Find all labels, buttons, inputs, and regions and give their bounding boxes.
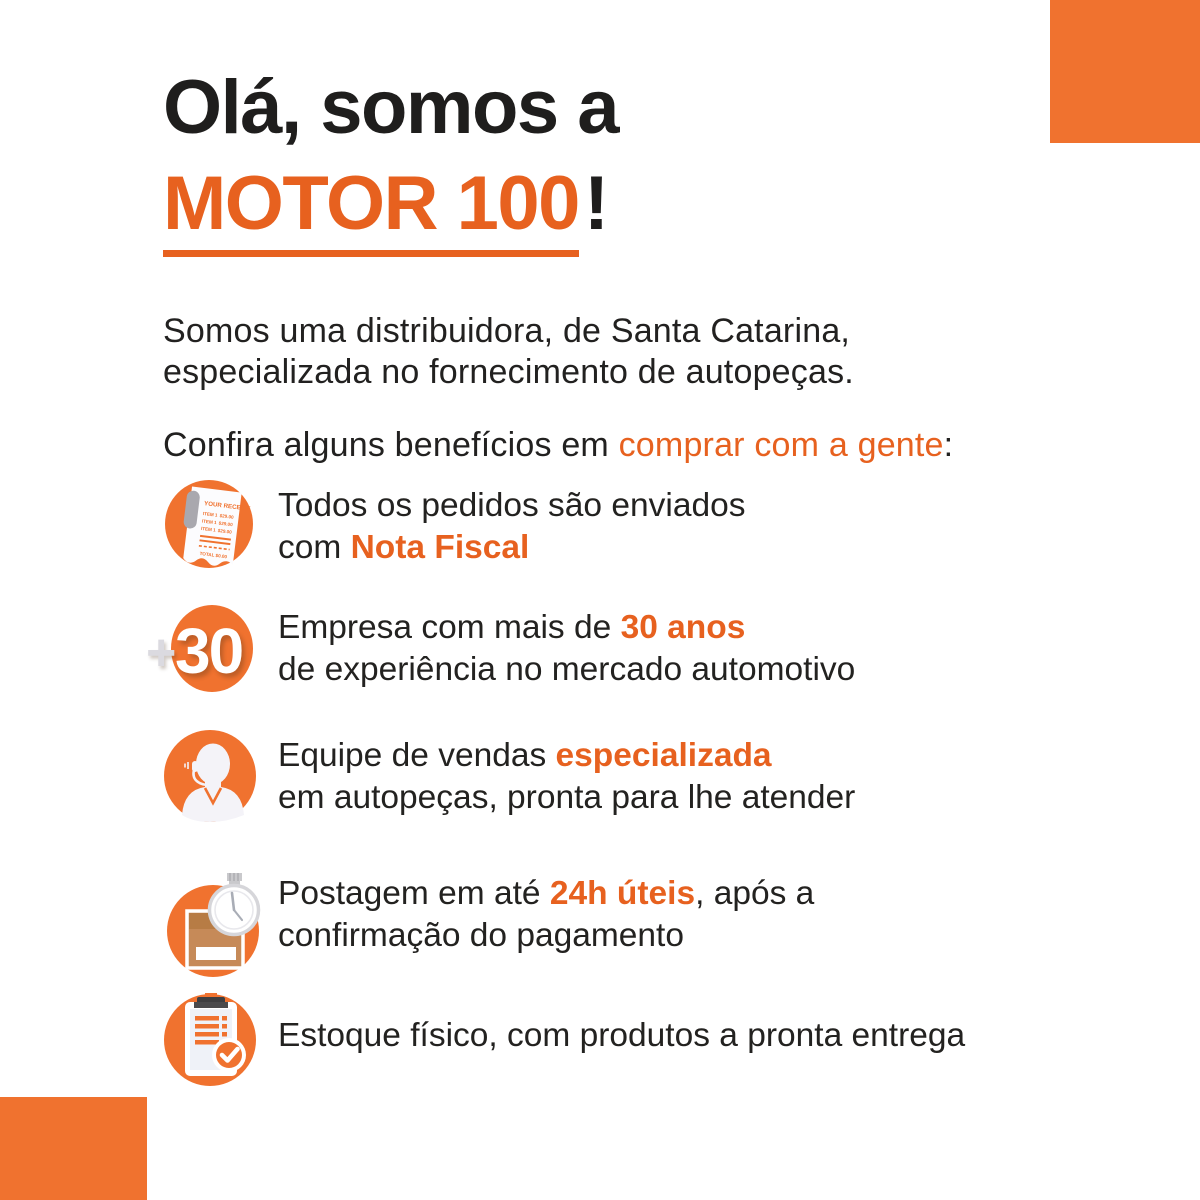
receipt-title-text: YOUR RECEIPT (203, 500, 251, 513)
stock-checklist-icon (163, 988, 258, 1083)
benefit-item-30-anos (146, 601, 856, 696)
plus-30-years-icon (146, 601, 258, 696)
benefit-line: de experiência no mercado automotivo (278, 650, 856, 688)
cta-colon: : (943, 426, 954, 464)
svg-text:$29.00: $29.00 (217, 527, 233, 535)
receipt-icon (163, 479, 258, 574)
headline (163, 60, 618, 257)
benefit-line: Postagem em até 24h úteis, após a (278, 874, 815, 912)
svg-text:$29.00: $29.00 (218, 520, 233, 528)
benefit-text (278, 1015, 965, 1057)
benefit-line: Estoque físico, com produtos a pronta entrega (278, 1016, 966, 1054)
benefit-line: Empresa com mais de 30 anos (278, 608, 746, 646)
intro-paragraph (163, 311, 854, 393)
benefit-item-nota-fiscal (163, 479, 745, 574)
support-agent-icon (163, 729, 258, 824)
svg-text:TOTAL $0.00: TOTAL $0.00 (199, 550, 228, 560)
intro-line1: Somos uma distribuidora, de Santa Catarina, (163, 312, 851, 350)
benefit-line: com Nota Fiscal (278, 528, 530, 566)
benefit-text (278, 485, 745, 569)
benefit-line: confirmação do pagamento (278, 916, 684, 954)
benefit-text (278, 873, 814, 957)
benefit-item-equipe (163, 729, 855, 824)
brand-name: MOTOR 100 (163, 166, 579, 257)
benefit-item-postagem (163, 867, 814, 962)
delivery-time-icon (163, 867, 258, 962)
svg-text:$29.00: $29.00 (219, 513, 234, 520)
benefit-text (278, 607, 855, 691)
corner-square-top-right (1050, 0, 1200, 143)
plus-sign: + (146, 624, 177, 682)
benefits-heading (163, 425, 953, 466)
benefit-line: em autopeças, pronta para lhe atender (278, 778, 856, 816)
benefit-line: Todos os pedidos são enviados (278, 486, 746, 524)
number-30: 30 (175, 615, 243, 687)
cta-prefix: Confira alguns benefícios em (163, 426, 619, 464)
svg-text:ITEM 1: ITEM 1 (201, 518, 217, 526)
headline-line1: Olá, somos a (163, 65, 619, 150)
corner-square-bottom-left (0, 1097, 147, 1200)
cta-highlight: comprar com a gente (618, 426, 944, 464)
svg-text:ITEM 1: ITEM 1 (200, 525, 217, 533)
benefit-text (278, 735, 855, 819)
headline-line2 (163, 156, 618, 257)
benefit-item-estoque (163, 988, 965, 1083)
svg-text:ITEM 1: ITEM 1 (202, 511, 218, 518)
benefit-line: Equipe de vendas especializada (278, 736, 772, 774)
headline-exclamation: ! (583, 161, 608, 246)
intro-line2: especializada no fornecimento de autopeças. (163, 353, 854, 391)
